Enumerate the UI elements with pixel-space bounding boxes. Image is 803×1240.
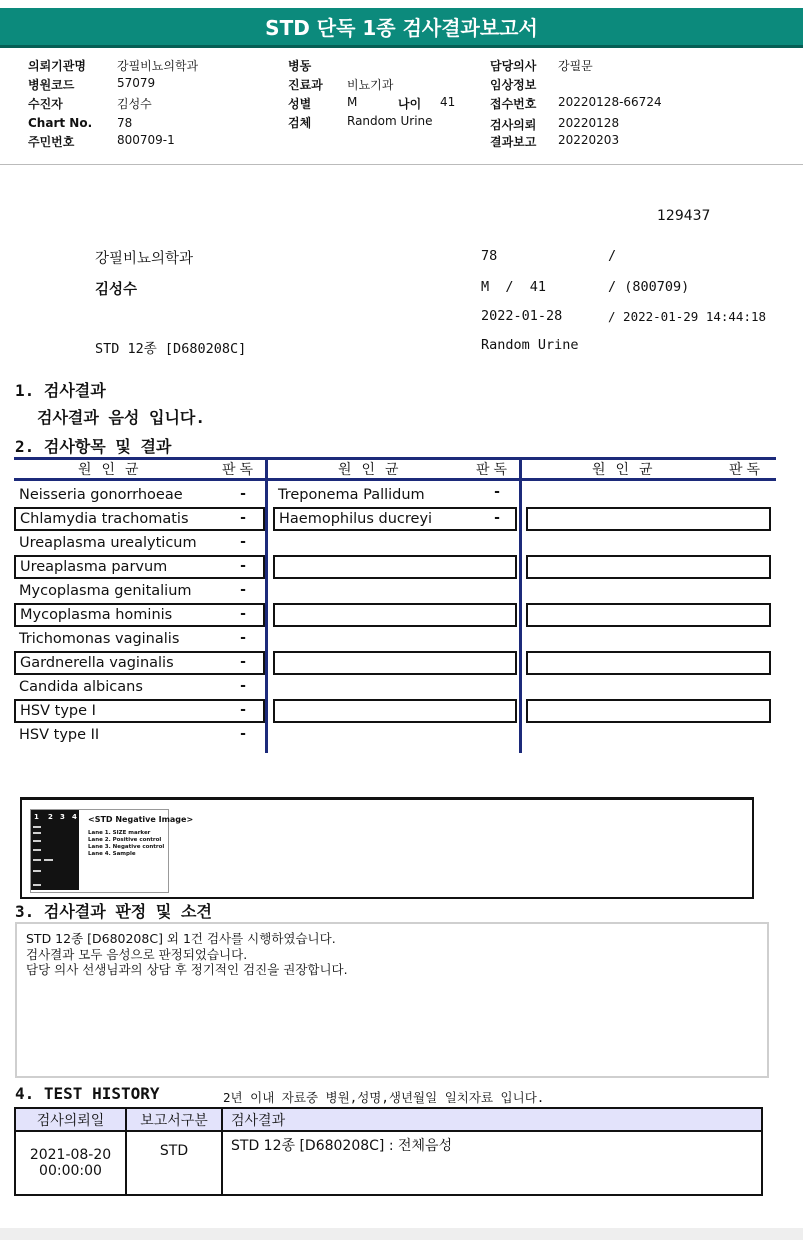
col3-header-judgment: 판독: [729, 462, 765, 478]
pathogen-result: -: [494, 484, 500, 500]
empty-row-box: [273, 651, 517, 675]
pathogen-name: Gardnerella vaginalis: [20, 655, 174, 671]
label-specimen: 검체: [288, 116, 312, 130]
pathogen-name: Treponema Pallidum: [278, 487, 425, 503]
summary-sex-age: M / 41: [481, 279, 547, 295]
opinion-box: STD 12종 [D680208C] 외 1건 검사를 시행하였습니다. 검사결과 모두 음성으로 판정되었습니다. 담당 의사 선생님과의 상담 후 정기적인 검진을 권장합니다.: [15, 922, 769, 1078]
pathogen-result: -: [240, 606, 246, 622]
pathogen-result: -: [494, 510, 500, 526]
pathogen-result: -: [240, 630, 246, 646]
history-header-request-date: 검사의뢰일: [15, 1108, 126, 1131]
gel-image-title: <STD Negative Image>: [88, 815, 194, 824]
history-result: STD 12종 [D680208C] : 전체음성: [222, 1131, 762, 1195]
col2-header-pathogen: 원인균: [338, 462, 409, 478]
label-hospital-code: 병원코드: [28, 78, 75, 92]
pathogen-row: [14, 603, 265, 627]
empty-row-box: [273, 699, 517, 723]
pathogen-name: Mycoplasma genitalium: [19, 583, 192, 599]
label-receipt-number: 접수번호: [490, 97, 537, 111]
history-header-row: [15, 1108, 762, 1131]
summary-birth: / (800709): [608, 279, 690, 295]
history-table: [14, 1107, 763, 1196]
section1-title: 1. 검사결과: [15, 381, 106, 400]
pathogen-name: Mycoplasma hominis: [20, 607, 173, 623]
pathogen-name: Ureaplasma urealyticum: [19, 535, 197, 551]
value-hospital-code: 57079: [117, 76, 156, 90]
label-report-date: 결과보고: [490, 135, 537, 149]
summary-report-datetime: / 2022-01-29 14:44:18: [608, 309, 767, 324]
empty-row-box: [526, 507, 771, 531]
summary-hospital: 강필비뇨의학과: [95, 251, 194, 267]
section4-title: 4. TEST HISTORY: [15, 1084, 160, 1103]
value-department: 비뇨기과: [347, 78, 394, 92]
report-title: STD 단독 1종 검사결과보고서: [0, 8, 803, 48]
pathogen-result: -: [240, 726, 246, 742]
pathogen-row: [14, 579, 265, 603]
history-type: STD: [126, 1131, 222, 1195]
pathogen-row: [14, 675, 265, 699]
gel-marker-band: [33, 832, 41, 834]
gel-legend-line: Lane 1. SIZE marker: [88, 830, 151, 836]
pathogen-result: -: [240, 486, 246, 502]
pathogen-row: [14, 699, 265, 723]
gel-marker-band: [33, 859, 41, 861]
pathogen-row: [14, 651, 265, 675]
pathogen-row: [14, 627, 265, 651]
value-receipt-number: 20220128-66724: [558, 95, 662, 109]
summary-request-date: 2022-01-28: [481, 308, 563, 324]
pathogen-name: Trichomonas vaginalis: [19, 631, 180, 647]
gel-positive-control-band: [44, 859, 53, 861]
gel-legend-line: Lane 4. Sample: [88, 851, 136, 857]
label-department: 진료과: [288, 78, 323, 92]
label-clinical-info: 임상정보: [490, 78, 537, 92]
results-col-divider-1: [265, 457, 268, 753]
table-row: [15, 1131, 762, 1195]
section3-title: 3. 검사결과 판정 및 소견: [15, 902, 212, 921]
value-requesting-institution: 강필비뇨의학과: [117, 59, 199, 73]
gel-legend-line: Lane 2. Positive control: [88, 837, 162, 843]
pathogen-row: [14, 723, 265, 747]
gel-marker-band: [33, 884, 41, 886]
summary-code: 129437: [657, 208, 711, 224]
pathogen-row: [14, 555, 265, 579]
pathogen-name: HSV type I: [20, 703, 96, 719]
pathogen-name: HSV type II: [19, 727, 100, 743]
col2-header-judgment: 판독: [476, 462, 512, 478]
value-patient: 김성수: [117, 97, 152, 111]
empty-row-box: [273, 555, 517, 579]
pathogen-name: Haemophilus ducreyi: [279, 511, 433, 527]
gel-marker-band: [33, 840, 41, 842]
value-resident-number: 800709-1: [117, 133, 175, 147]
pathogen-result: -: [240, 678, 246, 694]
gel-marker-band: [33, 870, 41, 872]
pathogen-result: -: [240, 702, 246, 718]
pathogen-result: -: [240, 654, 246, 670]
gel-legend-line: Lane 3. Negative control: [88, 844, 165, 850]
pathogen-row: [14, 483, 265, 507]
summary-chart-no: 78: [481, 248, 498, 264]
pathogen-result: -: [240, 558, 246, 574]
history-note: 2년 이내 자료중 병원,성명,생년월일 일치자료 입니다.: [223, 1090, 545, 1105]
pathogen-row: [14, 507, 265, 531]
empty-row-box: [526, 603, 771, 627]
pathogen-name: Ureaplasma parvum: [20, 559, 168, 575]
empty-row-box: [526, 651, 771, 675]
gel-lane-number: 3: [60, 813, 65, 821]
gel-lane-number: 2: [48, 813, 53, 821]
label-request-date: 검사의뢰: [490, 118, 537, 132]
pathogen-row: [273, 507, 517, 531]
header-divider: [0, 164, 803, 165]
empty-row-box: [526, 699, 771, 723]
empty-row-box: [526, 555, 771, 579]
gel-marker-band: [33, 849, 41, 851]
gel-lane-number: 4: [72, 813, 77, 821]
summary-slash: /: [608, 248, 617, 264]
summary-patient-name: 김성수: [95, 282, 138, 298]
value-age: 41: [440, 95, 456, 109]
col1-header-pathogen: 원인균: [78, 462, 149, 478]
pathogen-result: -: [240, 510, 246, 526]
pathogen-name: Chlamydia trachomatis: [20, 511, 189, 527]
history-date-cell: [15, 1131, 126, 1195]
pathogen-row: [273, 483, 517, 507]
history-time: 00:00:00: [39, 1163, 102, 1179]
label-requesting-institution: 의뢰기관명: [28, 59, 86, 73]
gel-marker-band: [33, 826, 41, 828]
value-sex: M: [347, 95, 358, 109]
value-attending-doctor: 강필문: [558, 59, 593, 73]
label-chart-no: Chart No.: [28, 116, 93, 130]
label-sex: 성별: [288, 97, 312, 111]
pathogen-row: [14, 531, 265, 555]
label-ward: 병동: [288, 59, 312, 73]
pathogen-name: Candida albicans: [19, 679, 143, 695]
value-specimen: Random Urine: [347, 114, 433, 128]
gel-lane-number: 1: [34, 813, 39, 821]
col1-header-judgment: 판독: [222, 462, 258, 478]
empty-row-box: [273, 603, 517, 627]
history-date: 2021-08-20: [29, 1147, 112, 1163]
pathogen-result: -: [240, 582, 246, 598]
history-header-result: 검사결과: [222, 1108, 762, 1131]
summary-specimen: Random Urine: [481, 337, 579, 353]
value-report-date: 20220203: [558, 133, 620, 147]
page-footer-band: [0, 1228, 803, 1240]
value-request-date: 20220128: [558, 116, 620, 130]
section1-result-text: 검사결과 음성 입니다.: [37, 408, 206, 427]
summary-test-name: STD 12종 [D680208C]: [95, 341, 247, 357]
label-attending-doctor: 담당의사: [490, 59, 537, 73]
value-chart-no: 78: [117, 116, 133, 130]
col3-header-pathogen: 원인균: [592, 462, 663, 478]
label-patient: 수진자: [28, 97, 63, 111]
section2-title: 2. 검사항목 및 결과: [15, 437, 172, 456]
history-header-report-type: 보고서구분: [126, 1108, 222, 1131]
label-age: 나이: [398, 97, 422, 111]
label-resident-number: 주민번호: [28, 135, 75, 149]
pathogen-result: -: [240, 534, 246, 550]
pathogen-name: Neisseria gonorrhoeae: [19, 487, 183, 503]
results-col-divider-2: [519, 457, 522, 753]
